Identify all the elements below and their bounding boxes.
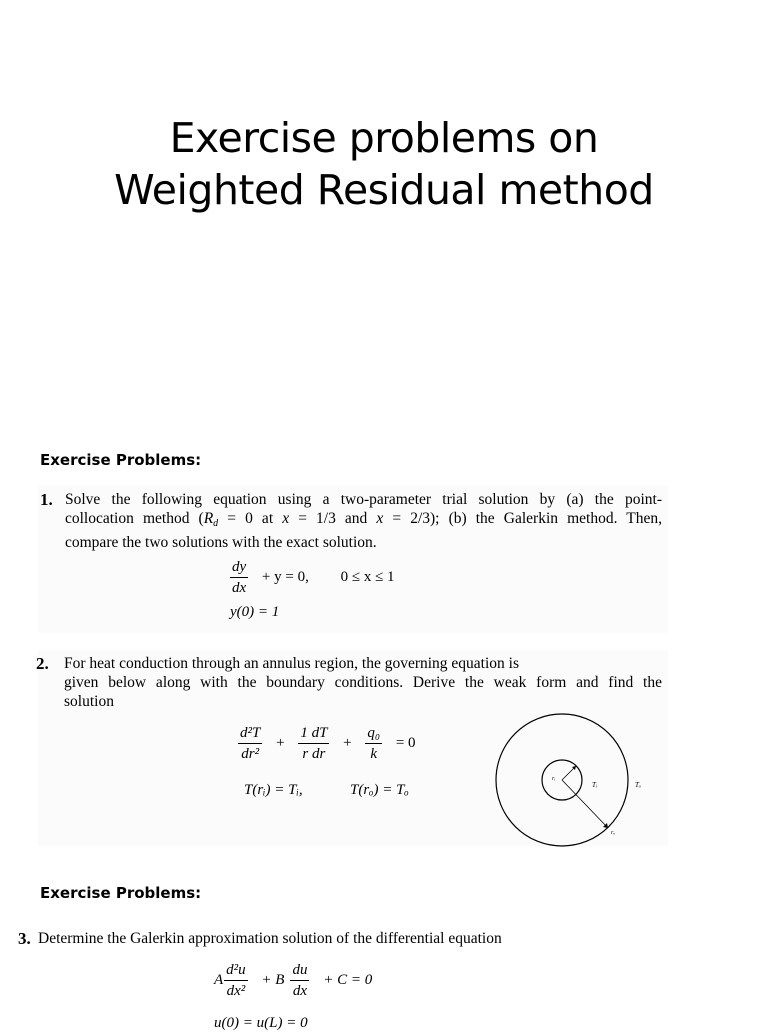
label-Ti: Tᵢ — [592, 781, 598, 789]
problem-text-line: collocation method ($R_d = 0$ at x = 1/3 and x = 2/3); (b) the Galerkin method. Then, — [65, 510, 662, 529]
problem-number: 3. — [18, 929, 31, 948]
section-heading: Exercise Problems: — [40, 451, 202, 469]
problem-text-line: Determine the Galerkin approximation solution of the differential equation — [38, 930, 502, 947]
annulus-figure-icon — [490, 710, 660, 850]
label-ro: rₒ — [611, 830, 616, 836]
problem-number: 1. — [40, 490, 53, 509]
problem-2 — [36, 654, 662, 711]
title-line-2: Weighted Residual method — [114, 166, 654, 214]
problem-text-line: compare the two solutions with the exact solution. — [65, 534, 377, 551]
problem-text-line: For heat conduction through an annulus region, the governing equation is — [64, 655, 520, 672]
fraction: $\frac{dy}{dx}$ — [232, 559, 247, 596]
label-To: Tₒ — [635, 781, 641, 789]
boundary-condition-2b: T(rₒ) = Tₒ — [350, 782, 409, 798]
title-line-1: Exercise problems on — [169, 114, 599, 162]
label-ri: rᵢ — [552, 776, 556, 782]
problem-text-line: Solve the following equation using a two-parameter trial solution by (a) the point- — [65, 491, 662, 508]
problem-text-line: solution — [64, 693, 114, 710]
boundary-condition-3: u(0) = u(L) = 0 — [214, 1015, 308, 1031]
problem-text-line: given below along with the boundary conditions. Derive the weak form and find the — [64, 674, 662, 691]
equation-1: $\frac{dy}{dx}$ + y = 0, 0 ≤ x ≤ 1 — [232, 559, 395, 596]
page-title — [0, 112, 768, 216]
boundary-condition-1: y(0) = 1 — [230, 604, 280, 620]
boundary-condition-2a: T(rᵢ) = Tᵢ, — [244, 782, 303, 798]
problem-number: 2. — [36, 654, 49, 673]
problem-3 — [18, 929, 618, 948]
equation-2: $\frac{\text{d²T}}{\text{dr²}}$ + $\frac{1 dT}{\text{r dr}}$ + $\frac{\text{q₀}}{k}$ = 0 — [240, 725, 416, 762]
section-heading: Exercise Problems: — [40, 884, 202, 902]
problem-1 — [40, 490, 662, 552]
equation-3: A $\frac{\text{d²u}}{\text{dx²}}$ + B $\frac{du}{dx}$ + C = 0 — [214, 962, 373, 999]
